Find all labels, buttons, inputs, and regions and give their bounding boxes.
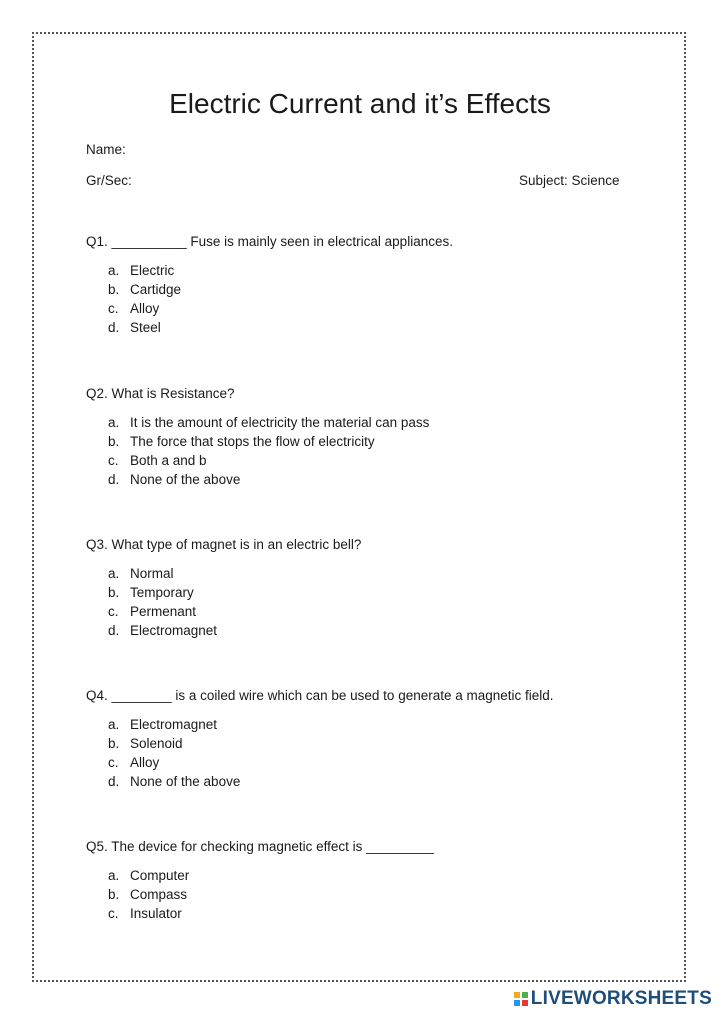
option-letter: c. <box>108 453 119 468</box>
question-2 <box>86 386 429 489</box>
question-text: Q3. What type of magnet is in an electric bell? <box>86 537 362 552</box>
option-text: None of the above <box>130 774 241 789</box>
option-letter: c. <box>108 301 119 316</box>
question-5 <box>86 839 434 923</box>
option-text: Compass <box>130 887 188 902</box>
option-list <box>86 866 434 923</box>
option-text: Insulator <box>130 906 182 921</box>
option-item[interactable] <box>86 602 361 621</box>
question-text: Q2. What is Resistance? <box>86 386 235 401</box>
option-text: Steel <box>130 320 161 335</box>
option-letter: c. <box>108 755 119 770</box>
grade-section-label: Gr/Sec: <box>86 173 132 188</box>
option-item[interactable] <box>86 564 361 583</box>
option-text: Electric <box>130 263 175 278</box>
option-text: It is the amount of electricity the material can pass <box>130 415 430 430</box>
subject-label: Subject: Science <box>519 173 620 188</box>
option-list <box>86 564 361 640</box>
option-letter: a. <box>108 566 120 581</box>
option-item[interactable] <box>86 583 361 602</box>
option-list <box>86 413 429 489</box>
option-item[interactable] <box>86 904 434 923</box>
option-text: None of the above <box>130 472 241 487</box>
option-letter: b. <box>108 434 120 449</box>
option-item[interactable] <box>86 621 361 640</box>
option-text: Alloy <box>130 301 160 316</box>
liveworksheets-logo <box>514 988 712 1010</box>
option-letter: a. <box>108 868 120 883</box>
option-text: Normal <box>130 566 174 581</box>
option-list <box>86 261 453 337</box>
option-text: Solenoid <box>130 736 183 751</box>
option-item[interactable] <box>86 470 429 489</box>
option-item[interactable] <box>86 299 453 318</box>
option-text: Electromagnet <box>130 623 218 638</box>
option-item[interactable] <box>86 451 429 470</box>
option-item[interactable] <box>86 753 554 772</box>
question-1 <box>86 234 453 337</box>
option-letter: c. <box>108 604 119 619</box>
option-letter: a. <box>108 263 120 278</box>
option-letter: b. <box>108 282 120 297</box>
option-list <box>86 715 554 791</box>
option-item[interactable] <box>86 261 453 280</box>
logo-icon <box>514 992 528 1006</box>
question-text: Q5. The device for checking magnetic effect is _________ <box>86 839 434 854</box>
option-text: Permenant <box>130 604 197 619</box>
question-4 <box>86 688 554 791</box>
option-text: Both a and b <box>130 453 207 468</box>
option-item[interactable] <box>86 772 554 791</box>
option-letter: d. <box>108 472 120 487</box>
option-letter: d. <box>108 320 120 335</box>
option-item[interactable] <box>86 318 453 337</box>
option-item[interactable] <box>86 734 554 753</box>
option-letter: b. <box>108 585 120 600</box>
option-letter: a. <box>108 717 120 732</box>
option-text: Temporary <box>130 585 194 600</box>
option-item[interactable] <box>86 413 429 432</box>
question-text: Q1. __________ Fuse is mainly seen in electrical appliances. <box>86 234 453 249</box>
worksheet-title: Electric Current and it’s Effects <box>169 88 551 119</box>
option-letter: d. <box>108 623 120 638</box>
option-item[interactable] <box>86 715 554 734</box>
question-text: Q4. ________ is a coiled wire which can be used to generate a magnetic field. <box>86 688 554 703</box>
option-letter: c. <box>108 906 119 921</box>
option-letter: a. <box>108 415 120 430</box>
option-text: Alloy <box>130 755 160 770</box>
option-item[interactable] <box>86 866 434 885</box>
option-text: Cartidge <box>130 282 182 297</box>
option-letter: b. <box>108 887 120 902</box>
name-label: Name: <box>86 142 126 157</box>
option-item[interactable] <box>86 280 453 299</box>
option-text: Computer <box>130 868 190 883</box>
option-text: Electromagnet <box>130 717 218 732</box>
option-text: The force that stops the flow of electricity <box>130 434 375 449</box>
option-letter: b. <box>108 736 120 751</box>
question-3 <box>86 537 361 640</box>
option-item[interactable] <box>86 885 434 904</box>
logo-text: LIVEWORKSHEETS <box>530 988 712 1009</box>
option-item[interactable] <box>86 432 429 451</box>
option-letter: d. <box>108 774 120 789</box>
